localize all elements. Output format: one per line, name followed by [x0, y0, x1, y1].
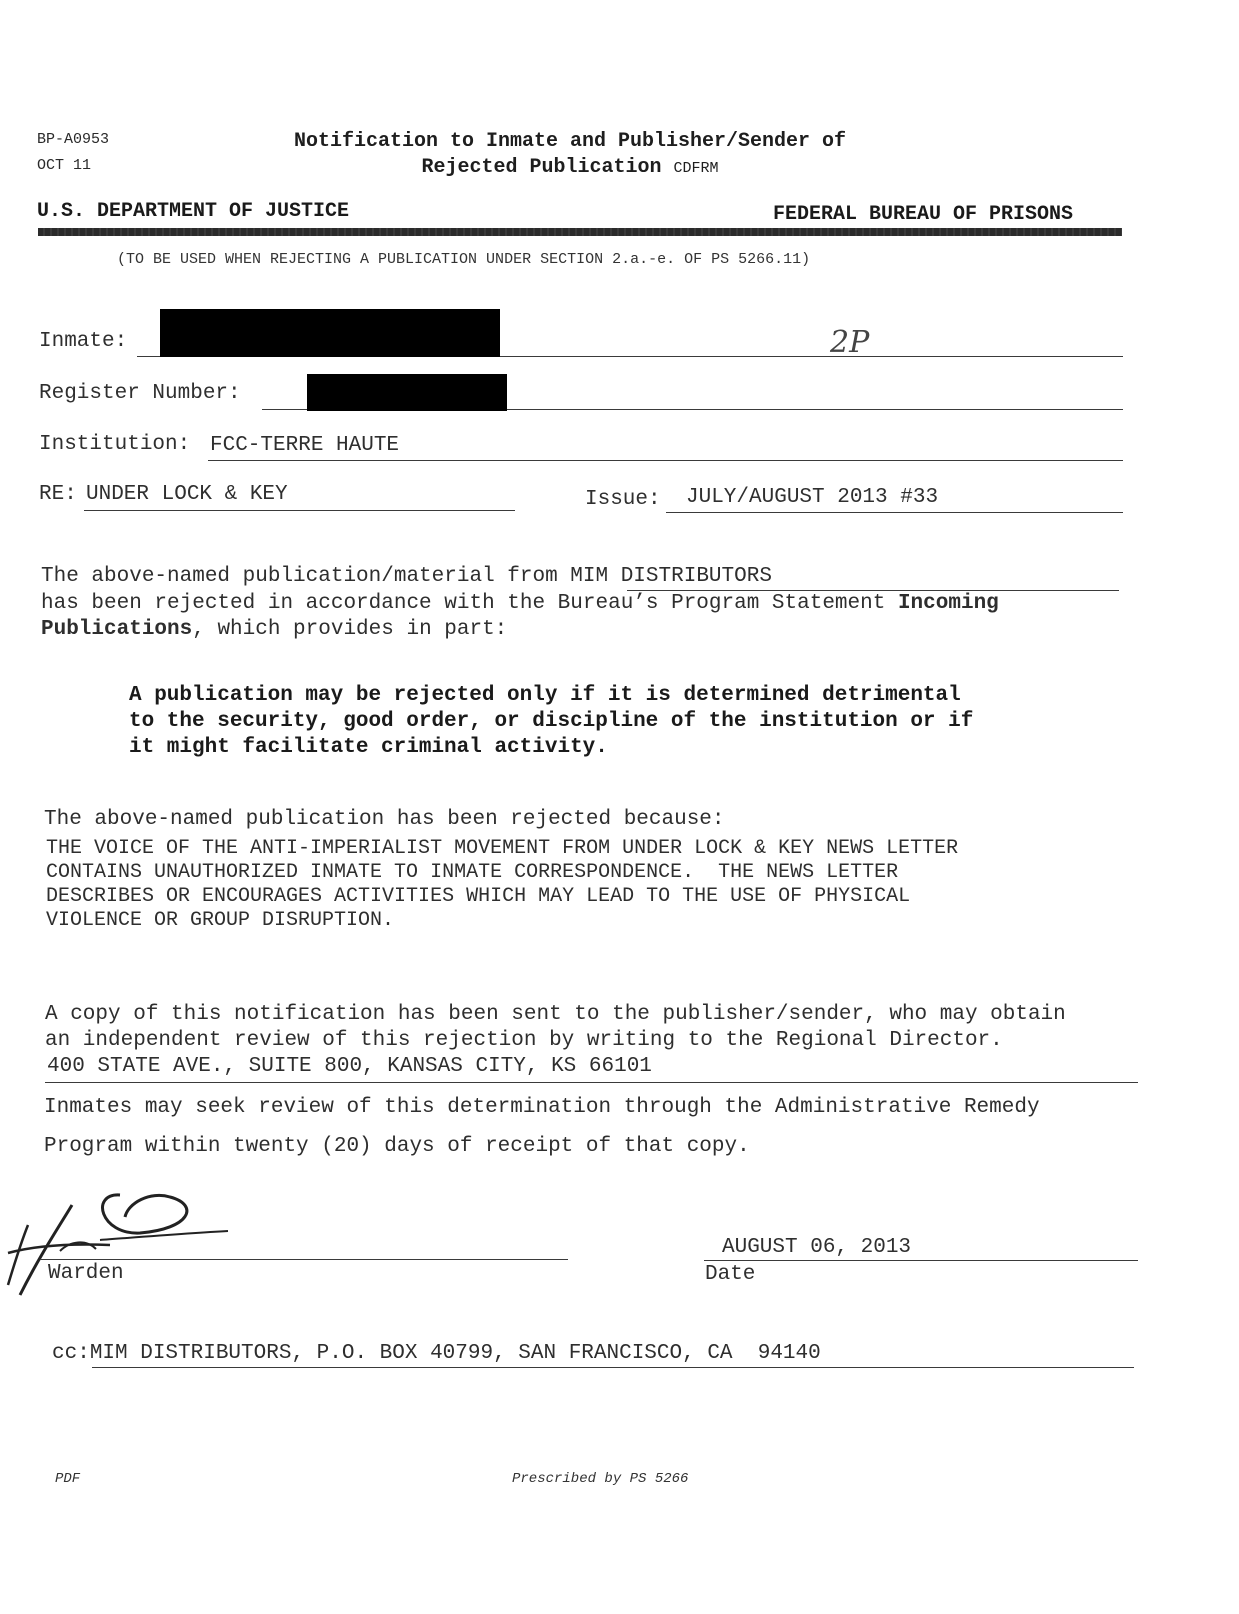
address-line	[45, 1082, 1138, 1083]
form-title-line2	[220, 156, 920, 179]
intro-line-3	[41, 616, 507, 643]
department-name: U.S. DEPARTMENT OF JUSTICE	[37, 200, 350, 223]
intro-line-3-text: , which provides in part:	[192, 618, 508, 641]
form-title-line1: Notification to Inmate and Publisher/Sender of	[293, 130, 847, 153]
inmate-handwritten-note: 2P	[830, 325, 870, 360]
warden-signature-line	[40, 1259, 568, 1260]
intro-line-2	[41, 590, 999, 617]
form-date: OCT 11	[37, 157, 92, 174]
policy-quote-line-2: to the security, good order, or discipline of the institution or if	[129, 710, 974, 733]
bureau-name: FEDERAL BUREAU OF PRISONS	[773, 203, 1074, 226]
inmate-name-redaction	[160, 309, 500, 357]
date-label: Date	[705, 1263, 756, 1286]
date-line	[704, 1260, 1138, 1261]
intro-line-1	[41, 563, 772, 590]
usage-note: (TO BE USED WHEN REJECTING A PUBLICATION UNDER SECTION 2.a.-e. OF PS 5266.11)	[117, 251, 811, 268]
reason-line-2: CONTAINS UNAUTHORIZED INMATE TO INMATE CORRESPONDENCE. THE NEWS LETTER	[46, 861, 899, 884]
institution-label: Institution:	[39, 433, 191, 456]
reason-line-4: VIOLENCE OR GROUP DISRUPTION.	[46, 909, 395, 932]
policy-quote-line-3: it might facilitate criminal activity.	[129, 736, 608, 759]
cc-label: cc:	[52, 1342, 90, 1365]
cc-underline	[92, 1367, 1134, 1368]
inmate-label: Inmate:	[39, 330, 128, 353]
issue-value: JULY/AUGUST 2013 #33	[686, 486, 939, 509]
issue-line	[666, 512, 1123, 513]
cc-recipient: MIM DISTRIBUTORS, P.O. BOX 40799, SAN FRANCISCO, CA 94140	[89, 1342, 821, 1365]
publisher-name: MIM DISTRIBUTORS	[570, 565, 772, 588]
reason-line-1: THE VOICE OF THE ANTI-IMPERIALIST MOVEMENT FROM UNDER LOCK & KEY NEWS LETTER	[46, 837, 959, 860]
regional-director-address: 400 STATE AVE., SUITE 800, KANSAS CITY, KS 66101	[47, 1055, 652, 1078]
intro-line-2-text: has been rejected in accordance with the Bureau’s Program Statement	[41, 592, 886, 615]
re-line	[84, 510, 515, 511]
copy-notice-line-2: an independent review of this rejection by writing to the Regional Director.	[45, 1029, 1003, 1052]
re-label: RE:	[39, 483, 77, 506]
copy-notice-line-1: A copy of this notification has been sent to the publisher/sender, who may obtain	[45, 1003, 1066, 1026]
form-code: BP-A0953	[37, 131, 110, 148]
review-line-1: Inmates may seek review of this determination through the Administrative Remedy	[44, 1096, 1040, 1119]
publications-bold: Publications	[41, 618, 193, 641]
re-value: UNDER LOCK & KEY	[86, 483, 288, 506]
institution-value: FCC-TERRE HAUTE	[210, 434, 400, 457]
signature-date: AUGUST 06, 2013	[722, 1236, 912, 1259]
header-rule	[38, 228, 1122, 236]
institution-line	[208, 460, 1123, 461]
policy-quote-line-1: A publication may be rejected only if it is determined detrimental	[129, 684, 961, 707]
review-line-2: Program within twenty (20) days of receipt of that copy.	[44, 1135, 750, 1158]
form-title-suffix: CDFRM	[673, 160, 719, 177]
footer-prescribed: Prescribed by PS 5266	[512, 1471, 689, 1487]
issue-label: Issue:	[585, 488, 661, 511]
intro-line-1-text: The above-named publication/material from	[41, 565, 558, 588]
warden-signature	[0, 1185, 240, 1305]
cc-line	[52, 1340, 821, 1367]
reason-line-3: DESCRIBES OR ENCOURAGES ACTIVITIES WHICH MAY LEAD TO THE USE OF PHYSICAL	[46, 885, 911, 908]
register-number-label: Register Number:	[39, 382, 241, 405]
form-title-text: Rejected Publication	[421, 156, 662, 179]
reason-intro: The above-named publication has been rejected because:	[44, 808, 725, 831]
footer-pdf: PDF	[55, 1471, 81, 1487]
warden-label: Warden	[48, 1262, 124, 1285]
incoming-bold: Incoming	[897, 592, 999, 615]
register-number-redaction	[307, 374, 507, 411]
